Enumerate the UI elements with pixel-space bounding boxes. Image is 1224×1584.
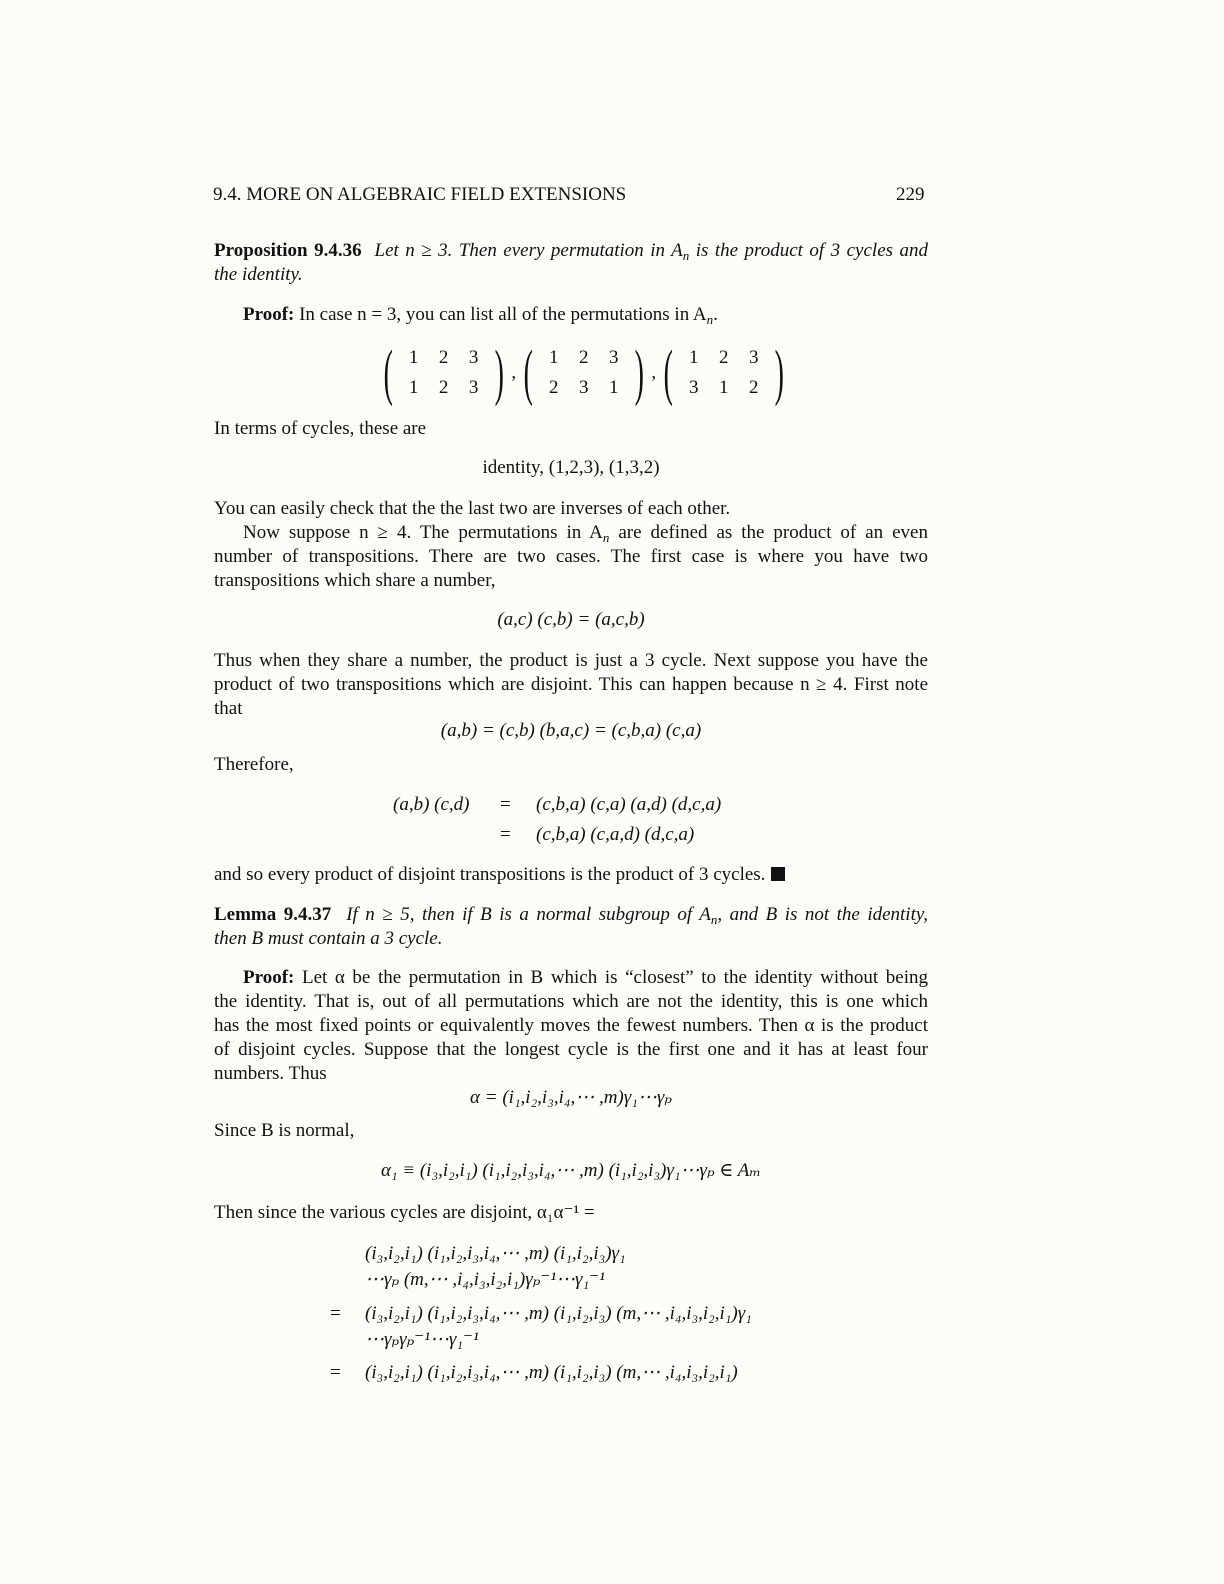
paragraph: You can easily check that the the last two are inverses of each other.: [214, 498, 731, 519]
equation-line: (i₃,i₂,i₁) (i₁,i₂,i₃,i₄,⋯ ,m) (i₁,i₂,i₃) (m,⋯ ,i₄,i₃,i₂,i₁)γ₁: [365, 1303, 752, 1324]
paragraph: Now suppose n ≥ 4. The permutations in $A_n$ are defined as the product of an even: [243, 522, 928, 545]
permutation-matrix: ( 1 2 3 1 2 3 ): [383, 339, 504, 407]
permutation-matrices: ( 1 2 3 1 2 3 ) , ( 1 2 3 2 3 1 ) , ( 1 2 3 3 1 2 ): [378, 342, 789, 404]
paragraph: Then since the various cycles are disjoint, α₁α⁻¹ =: [214, 1202, 595, 1223]
paragraph: Proof: Let α be the permutation in B which is “closest” to the identity without being: [243, 967, 928, 988]
proof-label: Proof:: [243, 304, 295, 325]
proof-label: Proof:: [243, 967, 295, 988]
paragraph: number of transpositions. There are two cases. The first case is where you have two: [214, 546, 928, 567]
permutation-matrix: ( 1 2 3 3 1 2 ): [663, 339, 784, 407]
equation-share: (a,c) (c,b) = (a,c,b): [497, 609, 645, 630]
qed-square-icon: [771, 867, 785, 881]
equation-note: (a,b) = (c,b) (b,a,c) = (c,b,a) (c,a): [440, 720, 702, 741]
equals-sign: =: [330, 1303, 341, 1324]
paragraph: the identity. That is, out of all permutations which are not the identity, this is one which: [214, 991, 928, 1012]
paragraph: numbers. Thus: [214, 1063, 327, 1084]
equation-rhs: (c,b,a) (c,a) (a,d) (d,c,a): [536, 794, 722, 815]
lemma-statement: Lemma 9.4.37 If n ≥ 5, then if B is a normal subgroup of $A_n$, and B is not the identity,: [214, 904, 928, 927]
permutation-matrix: ( 1 2 3 2 3 1 ): [523, 339, 644, 407]
paragraph: that: [214, 698, 243, 719]
proof-intro: Proof: In case n = 3, you can list all of the permutations in $A_n$.: [243, 304, 718, 327]
running-header: 9.4. MORE ON ALGEBRAIC FIELD EXTENSIONS: [213, 184, 627, 205]
proposition-statement: Proposition 9.4.36 Let n ≥ 3. Then every permutation in $A_n$ is the product of 3 cycles and: [214, 240, 928, 263]
equation-lhs: (a,b) (c,d): [393, 794, 470, 815]
paragraph: Thus when they share a number, the product is just a 3 cycle. Next suppose you have the: [214, 650, 928, 671]
equation-line: (i₃,i₂,i₁) (i₁,i₂,i₃,i₄,⋯ ,m) (i₁,i₂,i₃) (m,⋯ ,i₄,i₃,i₂,i₁): [365, 1362, 738, 1383]
paragraph: Therefore,: [214, 754, 294, 775]
lemma-label: Lemma 9.4.37: [214, 904, 332, 925]
paragraph: product of two transpositions which are disjoint. This can happen because n ≥ 4. First note: [214, 674, 928, 695]
paragraph: Since B is normal,: [214, 1120, 355, 1141]
paragraph: and so every product of disjoint transpositions is the product of 3 cycles.: [214, 863, 928, 887]
paragraph: In terms of cycles, these are: [214, 418, 427, 439]
equation-line: ⋯γₚ (m,⋯ ,i₄,i₃,i₂,i₁)γₚ⁻¹⋯γ₁⁻¹: [365, 1269, 605, 1290]
equation-cycles: identity, (1,2,3), (1,3,2): [482, 457, 660, 478]
equation-line: ⋯γₚγₚ⁻¹⋯γ₁⁻¹: [365, 1329, 479, 1350]
paragraph: of disjoint cycles. Suppose that the longest cycle is the first one and it has at least four: [214, 1039, 928, 1060]
equals-sign: =: [330, 1362, 341, 1383]
equation-alpha1: α₁ ≡ (i₃,i₂,i₁) (i₁,i₂,i₃,i₄,⋯ ,m) (i₁,i₂,i₃)γ₁⋯γₚ ∈ Aₘ: [380, 1160, 762, 1181]
equation-line: (i₃,i₂,i₁) (i₁,i₂,i₃,i₄,⋯ ,m) (i₁,i₂,i₃)γ₁: [365, 1243, 626, 1264]
equals-sign: =: [500, 824, 511, 845]
equation-rhs: (c,b,a) (c,a,d) (d,c,a): [536, 824, 695, 845]
lemma-statement-cont: then B must contain a 3 cycle.: [214, 928, 443, 949]
paragraph: transpositions which share a number,: [214, 570, 496, 591]
equals-sign: =: [500, 794, 511, 815]
equation-alpha: α = (i₁,i₂,i₃,i₄,⋯ ,m)γ₁⋯γₚ: [470, 1087, 672, 1108]
proposition-label: Proposition 9.4.36: [214, 240, 362, 261]
paragraph: has the most fixed points or equivalently moves the fewest numbers. Then α is the product: [214, 1015, 928, 1036]
page-number: 229: [896, 184, 925, 205]
proposition-statement-cont: the identity.: [214, 264, 303, 285]
